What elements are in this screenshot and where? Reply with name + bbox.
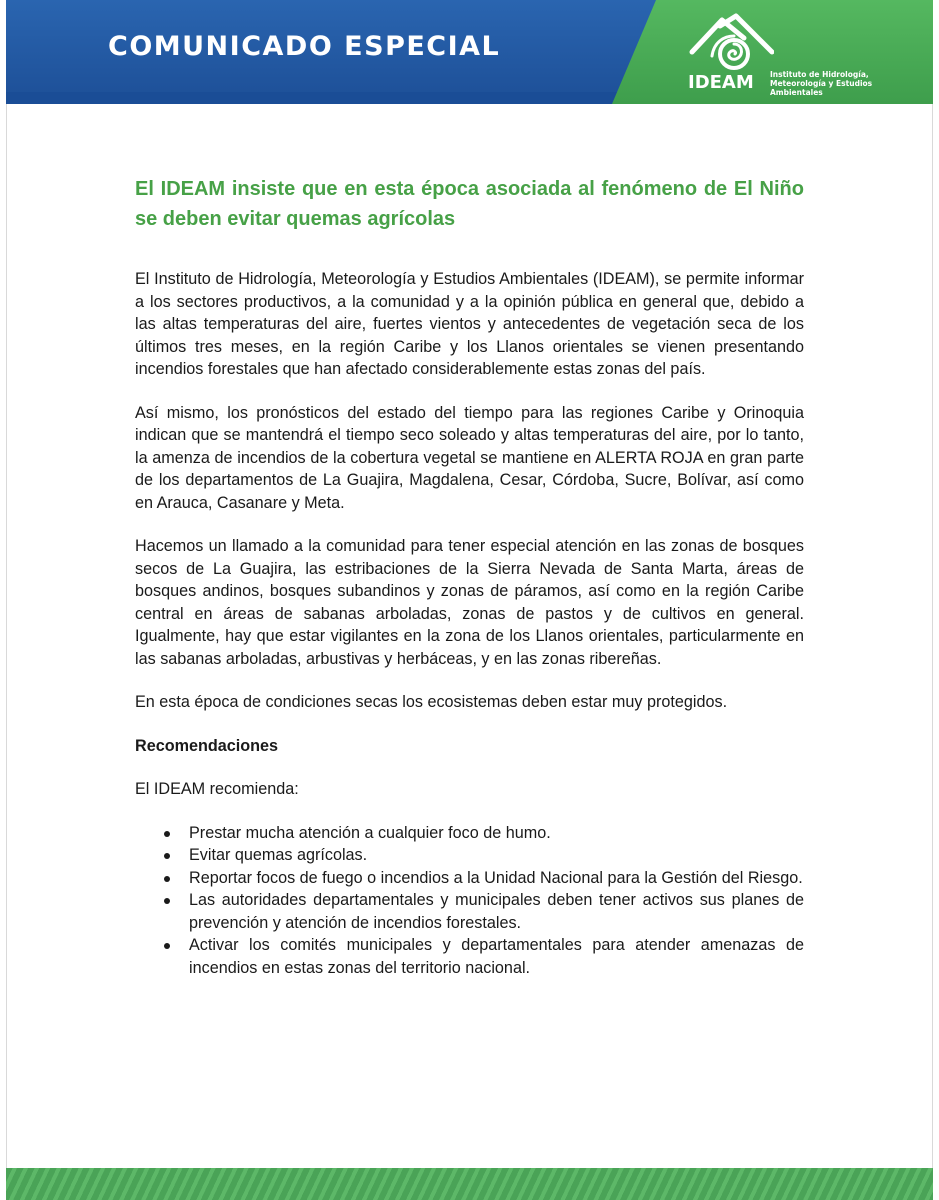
header-title: COMUNICADO ESPECIAL: [108, 31, 501, 62]
paragraph-call-to-attention: Hacemos un llamado a la comunidad para tener especial atención en las zonas de bosques secos de La Guajira, las estribaciones de la Sierra Nevada de Santa Marta, áreas de bosques andinos, bosques subandinos y zonas de páramos, así como en la región Caribe central en áreas de sabanas arboladas, zonas de pastos y de cultivos en general. Igualmente, hay que estar vigilantes en la zona de los Llanos orientales, particularmente en las sabanas arboladas, arbustivas y herbáceas, y en las zonas ribereñas.: [135, 537, 804, 668]
logo-subtitle: Instituto de Hidrología, Meteorología y Estudios Ambientales: [770, 70, 873, 97]
document-title: El IDEAM insiste que en esta época asociada al fenómeno de El Niño se deben evitar quemas agrícolas: [135, 178, 804, 230]
bullet-icon: [164, 853, 170, 859]
paragraph-intro: El Instituto de Hidrología, Meteorología y Estudios Ambientales (IDEAM), se permite informar a los sectores productivos, a la comunidad y a la opinión pública en general que, debido a las altas temperaturas del aire, fuertes vientos y antecedentes de vegetación seca de los últimos tres meses, en la región Caribe y los Llanos orientales se vienen presentando incendios forestales que han afectado considerablemente estas zonas del país.: [135, 270, 804, 378]
list-item-text: Evitar quemas agrícolas.: [189, 846, 368, 864]
list-item-text: Las autoridades departamentales y municipales deben tener activos sus planes de prevención y atención de incendios forestales.: [189, 891, 804, 932]
bullet-icon: [164, 943, 170, 949]
list-item: [135, 867, 804, 890]
list-item: [135, 844, 804, 867]
document-body: [135, 174, 804, 979]
footer-band: [6, 1168, 933, 1200]
logo-wordmark: IDEAM: [688, 72, 754, 93]
paragraph-forecast: Así mismo, los pronósticos del estado del tiempo para las regiones Caribe y Orinoquia indican que se mantendrá el tiempo seco soleado y altas temperaturas del aire, por lo tanto, la amenza de incendios de la cobertura vegetal se mantiene en ALERTA ROJA en gran parte de los departamentos de La Guajira, Magdalena, Cesar, Córdoba, Sucre, Bolívar, así como en Arauca, Casanare y Meta.: [135, 403, 804, 512]
recommendations-heading: Recomendaciones: [135, 736, 279, 755]
bullet-icon: [164, 898, 170, 904]
list-item-text: Reportar focos de fuego o incendios a la Unidad Nacional para la Gestión del Riesgo.: [189, 868, 803, 887]
ideam-logo-icon: [684, 12, 774, 74]
recommendations-intro: El IDEAM recomienda:: [135, 780, 299, 798]
paragraph-ecosystems: En esta época de condiciones secas los ecosistemas deben estar muy protegidos.: [135, 693, 728, 711]
list-item-text: Prestar mucha atención a cualquier foco de humo.: [189, 823, 551, 842]
bullet-icon: [164, 831, 170, 837]
bullet-icon: [164, 876, 170, 882]
list-item: [135, 889, 804, 934]
recommendations-list: [135, 822, 804, 980]
list-item: [135, 822, 804, 845]
list-item: [135, 934, 804, 979]
list-item-text: Activar los comités municipales y departamentales para atender amenazas de incendios en estas zonas del territorio nacional.: [189, 936, 804, 977]
